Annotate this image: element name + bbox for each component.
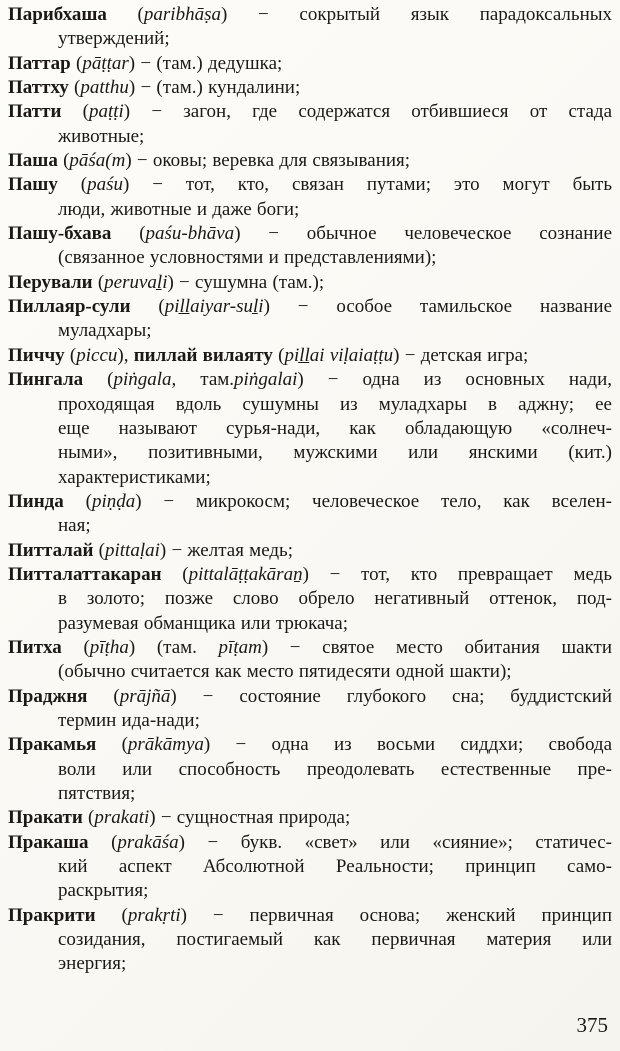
entry-term: Пракати — [8, 807, 83, 829]
entry-text: ) − букв. «свет» или «сияние»; статичес- — [178, 831, 612, 853]
entry-text: ), — [117, 344, 134, 366]
entry-line — [8, 952, 612, 976]
entry-text: (обычно считается как место пятидесяти одной шакти); — [58, 661, 512, 683]
entry-transliteration: paśu-bhāva — [145, 223, 235, 245]
entry-text: энергия; — [58, 953, 127, 975]
entry-text: воли или способность преодолевать естественные пре- — [58, 758, 612, 780]
glossary-entry — [8, 636, 612, 685]
entry-term: Пинда — [8, 490, 64, 512]
entry-transliteration: pāṭṭar — [82, 52, 129, 74]
entry-text: ( — [61, 101, 89, 123]
entry-text: ( — [96, 734, 128, 756]
entry-text: термин ида-нади; — [58, 709, 200, 731]
entry-text: ными», позитивными, мужскими или янскими (кит.) — [58, 442, 612, 464]
entry-text: ) − желтая медь; — [159, 539, 293, 561]
entry-text: ( — [70, 52, 83, 74]
entry-line — [8, 733, 612, 757]
entry-text: проходящая вдоль сушумны из муладхары в аджну; ее — [58, 393, 612, 415]
entry-term: Парибхаша — [8, 4, 107, 25]
entry-text: животные; — [58, 125, 145, 147]
entry-line — [8, 441, 612, 465]
entry-term: Питталай — [8, 539, 94, 561]
entry-line — [8, 709, 612, 733]
entry-term: Пашу-бхава — [8, 223, 112, 245]
entry-line — [8, 198, 612, 222]
entry-term: Пракаша — [8, 831, 89, 853]
entry-term: Патти — [8, 101, 62, 123]
entry-transliteration: piccu — [76, 344, 118, 366]
entry-text: ( — [92, 271, 105, 293]
entry-text: ) − оковы; веревка для связывания; — [125, 150, 411, 172]
entry-line — [8, 612, 612, 636]
entry-term: Пракрити — [8, 904, 96, 926]
glossary-entry — [8, 831, 612, 904]
entry-line — [8, 76, 612, 100]
entry-line — [8, 806, 612, 830]
entry-line — [8, 879, 612, 903]
entry-line — [8, 52, 612, 76]
entry-transliteration: paribhāṣa — [143, 4, 221, 25]
entry-transliteration: pittalāṭṭakāraṉ — [188, 563, 303, 585]
entry-line — [8, 100, 612, 124]
entry-line — [8, 27, 612, 51]
entry-transliteration: piṇḍa — [91, 490, 136, 512]
glossary-entry — [8, 490, 612, 539]
glossary-entry — [8, 563, 612, 636]
entry-transliteration: pīṭha — [89, 636, 129, 658]
entry-line — [8, 904, 612, 928]
entry-line — [8, 368, 612, 392]
entry-transliteration: paṭṭi — [88, 101, 124, 123]
entry-line — [8, 417, 612, 441]
entry-term: Питха — [8, 636, 62, 658]
entry-text: ная; — [58, 515, 91, 537]
entry-term: Паттар — [8, 52, 71, 74]
entry-transliteration: paśu — [87, 174, 123, 196]
entry-line — [8, 295, 612, 319]
entry-term: Паша — [8, 150, 58, 172]
entry-text: ) (там. — [128, 636, 219, 658]
entry-text: ) − загон, где содержатся отбившиеся от стада — [123, 101, 613, 123]
entry-text: кий аспект Абсолютной Реальности; принцип само- — [58, 856, 612, 878]
entry-text: ) − тот, кто, связан путами; это могут быть — [123, 174, 613, 196]
entry-text: ( — [57, 174, 88, 196]
entry-text: ( — [130, 296, 165, 318]
entry-line — [8, 173, 612, 197]
entry-line — [8, 660, 612, 684]
entry-line — [8, 125, 612, 149]
entry-text: раскрытия; — [58, 880, 149, 902]
entry-text: муладхары; — [58, 320, 152, 342]
glossary-entry — [8, 806, 612, 830]
entry-text: люди, животные и даже боги; — [58, 198, 300, 220]
entry-transliteration: pittaḷai — [104, 539, 160, 561]
entry-transliteration: peruvaḻi — [104, 271, 168, 293]
entry-line — [8, 587, 612, 611]
entry-text: (связанное условностями и представлениями); — [58, 247, 437, 269]
entry-term: Пашу — [8, 174, 58, 196]
entry-transliteration: prakṛti — [127, 904, 181, 926]
entry-text: ) − состояние глубокого сна; буддистский — [170, 685, 612, 707]
entry-line — [8, 246, 612, 270]
entry-line — [8, 514, 612, 538]
entry-text: ) − (там.) дедушка; — [128, 52, 283, 74]
entry-text: ( — [111, 223, 146, 245]
entry-text: ) − детская игра; — [393, 344, 529, 366]
entry-line — [8, 782, 612, 806]
entry-line — [8, 466, 612, 490]
entry-term: Паттху — [8, 77, 69, 99]
entry-text: ) − святое место обитания шакти — [261, 636, 613, 658]
entry-text: ) − микрокосм; человеческое тело, как вселен- — [135, 490, 613, 512]
entry-term: Пиллаяр-сули — [8, 296, 131, 318]
entry-text: ( — [57, 150, 70, 172]
entry-text: ( — [93, 539, 105, 561]
entry-transliteration: prakati — [94, 807, 150, 829]
entry-line — [8, 758, 612, 782]
glossary-entry — [8, 733, 612, 806]
glossary-entry — [8, 173, 612, 222]
entry-text: ) − одна из основных нади, — [297, 369, 613, 391]
entry-text: созидания, постигаемый как первичная материя или — [58, 929, 612, 951]
entry-term: Праджня — [8, 685, 88, 707]
entry-text: ( — [83, 369, 114, 391]
entry-term: Пракамья — [8, 734, 97, 756]
entry-text: ( — [68, 77, 81, 99]
glossary-entry — [8, 368, 612, 490]
entry-line — [8, 855, 612, 879]
glossary-entry — [8, 539, 612, 563]
entry-line — [8, 831, 612, 855]
entry-line — [8, 685, 612, 709]
entry-text: ) − тот, кто превращает медь — [302, 563, 612, 585]
entry-line — [8, 222, 612, 246]
glossary-entry — [8, 76, 612, 100]
page-number: 375 — [576, 1013, 608, 1037]
entry-transliteration: pīṭam — [218, 636, 262, 658]
entry-text: ) − сущностная природа; — [149, 807, 351, 829]
entry-text: , там. — [171, 369, 235, 391]
entry-text: ( — [64, 344, 77, 366]
entry-line — [8, 319, 612, 343]
glossary-entry — [8, 52, 612, 76]
entry-text: пятствия; — [58, 783, 136, 804]
entry-text: ) − сокрытый язык парадоксальных — [220, 4, 612, 25]
entry-transliteration: prājñā — [119, 685, 171, 707]
glossary-entry — [8, 100, 612, 149]
entry-text: ( — [272, 344, 285, 366]
entry-text: ( — [95, 904, 128, 926]
entry-line — [8, 149, 612, 173]
glossary-entry — [8, 271, 612, 295]
entry-transliteration: prakāśa — [117, 831, 179, 853]
entry-term: Перували — [8, 271, 93, 293]
entry-text: ) − сушумна (там.); — [167, 271, 325, 293]
entry-text: характеристиками; — [58, 466, 211, 488]
entry-line — [8, 636, 612, 660]
glossary-entry — [8, 3, 612, 52]
entry-text: еще называют сурья-нади, как обладающую «солнеч- — [58, 417, 612, 439]
entry-line — [8, 539, 612, 563]
entry-text: ) − особое тамильское название — [263, 296, 612, 318]
entry-line — [8, 393, 612, 417]
glossary-entry — [8, 685, 612, 734]
entry-transliteration: piṅgalai — [234, 369, 298, 391]
glossary-entry — [8, 149, 612, 173]
entry-term: Пингала — [8, 369, 84, 391]
entry-text: разумевая обманщика или трюкача; — [58, 612, 348, 634]
entry-line — [8, 344, 612, 368]
entry-line — [8, 3, 612, 27]
entry-text: ( — [82, 807, 95, 829]
entry-transliteration: pāśa(m — [69, 150, 126, 172]
entry-text: ( — [88, 831, 118, 853]
entry-text: ( — [106, 4, 144, 25]
glossary-entry — [8, 295, 612, 344]
entry-text: ( — [161, 563, 189, 585]
entry-transliteration: patthu — [80, 77, 129, 99]
entry-line — [8, 563, 612, 587]
entry-line — [8, 271, 612, 295]
entry-transliteration: piḻḻaiyar-suḻi — [164, 296, 264, 318]
entry-text: в золото; позже слово обрело негативный оттенок, под- — [58, 588, 612, 610]
entry-term: Пиччу — [8, 344, 65, 366]
entry-text: ) − (там.) кундалини; — [128, 77, 301, 99]
entry-text: ) − одна из восьми сиддхи; свобода — [203, 734, 613, 756]
entry-text: ( — [61, 636, 90, 658]
entry-transliteration: prākāmya — [127, 734, 204, 756]
glossary-entry — [8, 344, 612, 368]
entry-text: ( — [87, 685, 120, 707]
entry-term: пиллай вилаяту — [133, 344, 273, 366]
entry-text: ( — [63, 490, 92, 512]
entry-text: ) − обычное человеческое сознание — [234, 223, 613, 245]
entry-text: утверждений; — [58, 28, 170, 50]
glossary-entry — [8, 904, 612, 977]
entry-transliteration: piṅgala — [113, 369, 172, 391]
entry-transliteration: piḻḻai viḷaiaṭṭu — [284, 344, 394, 366]
entry-line — [8, 928, 612, 952]
entry-term: Питталаттакаран — [8, 563, 162, 585]
entry-line — [8, 490, 612, 514]
glossary-entry — [8, 222, 612, 271]
entry-text: ) − первичная основа; женский принцип — [180, 904, 612, 926]
